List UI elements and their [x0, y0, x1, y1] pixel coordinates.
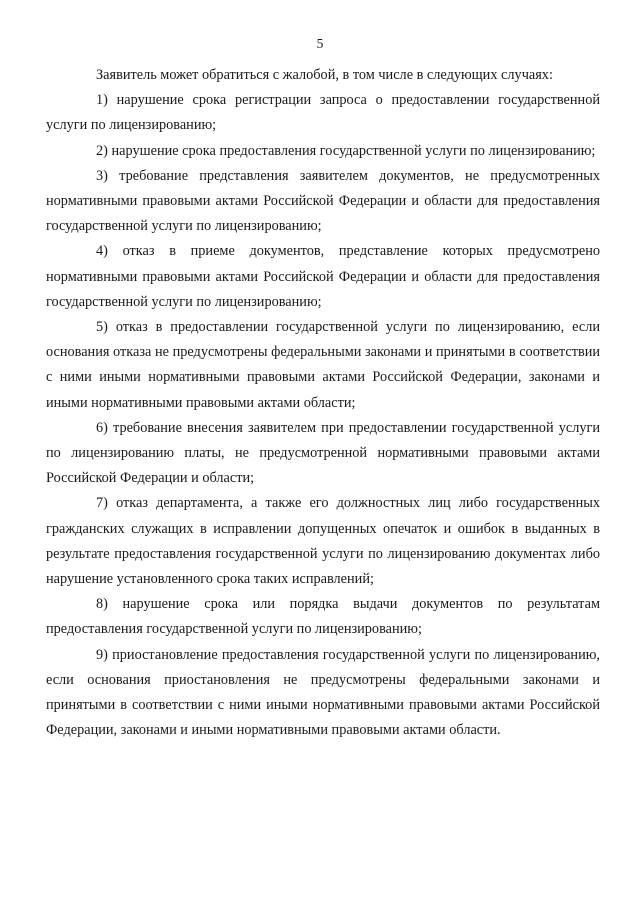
- list-item-4: 4) отказ в приеме документов, представление которых предусмотрено нормативными правовыми актами Российской Федерации и области для предоставления государственной услуги по лицензированию;: [46, 243, 600, 310]
- list-item-3: 3) требование представления заявителем документов, не предусмотренных нормативными правовыми актами Российской Федерации и области для предоставления государственной услуги по лицензированию;: [46, 167, 600, 235]
- list-item-9: 9) приостановление предоставления государственной услуги по лицензированию, если основания приостановления не предусмотрены федеральными законами и принятыми в соответствии с ними иными нормативными правовыми актами Российской Федерации, законами и иными нормативными правовыми актами области.: [46, 646, 600, 739]
- list-item-2: 2) нарушение срока предоставления государственной услуги по лицензированию;: [96, 142, 596, 159]
- list-item-8: 8) нарушение срока или порядка выдачи документов по результатам предоставления государственной услуги по лицензированию;: [46, 596, 600, 638]
- document-body: [46, 63, 600, 743]
- list-item-6: 6) требование внесения заявителем при предоставлении государственной услуги по лицензированию платы, не предусмотренной нормативными правовыми актами Российской Федерации и области;: [46, 419, 600, 487]
- list-item-1: 1) нарушение срока регистрации запроса о предоставлении государственной услуги по лицензированию;: [46, 92, 600, 134]
- intro-paragraph: Заявитель может обратиться с жалобой, в том числе в следующих случаях:: [96, 67, 553, 83]
- list-item-5: 5) отказ в предоставлении государственной услуги по лицензированию, если основания отказа не предусмотрены федеральными законами и принятыми в соответствии с ними иными нормативными правовыми актами Российской Федерации, законами и иными нормативными правовыми актами области;: [46, 319, 600, 411]
- list-item-7: 7) отказ департамента, а также его должностных лиц либо государственных гражданских служащих в исправлении допущенных опечаток и ошибок в выданных в результате предоставления государственной услуги по лицензированию документах либо нарушение установленного срока таких исправлений;: [46, 495, 600, 588]
- page-number: 5: [316, 36, 324, 51]
